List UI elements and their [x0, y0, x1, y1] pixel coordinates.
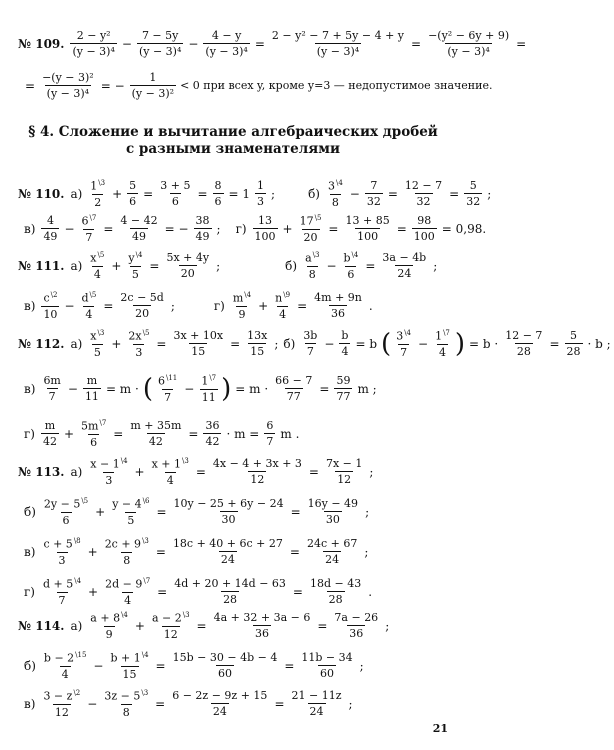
problem-112-row-3: г) $\frac{m}{42}$ + $\frac{5m^{\backslash 7}}{6}$ = $\frac{m + 35m}{42}$ = $\frac{36}{42}$ · m = $\frac{6}{7}$ m . [24, 419, 300, 449]
problem-111-row-2: в) $\frac{c^{\backslash 2}}{10}$ − $\frac{d^{\backslash 5}}{4}$ = $\frac{2c - 5d}{20}$ ; г) $\frac{m^{\backslash 4}}{9}$ + $\frac{n^{\backslash 9}}{4}$ = $\frac{4m + 9n}{36}$ . [24, 291, 373, 321]
fraction: $\frac{\text{2 − y² − 7 + 5y − 4 + y}}{\text{(y − 3)⁴}}$ [271, 29, 405, 58]
problem-111-row-1: № 111. а) $\frac{x^{\backslash 5}}{4}$ + $\frac{y^{\backslash 4}}{5}$ = $\frac{5x + 4y}{20}$ ; б) $\frac{a^{\backslash 3}}{8}$ − $\frac{b^{\backslash 4}}{6}$ = $\frac{3a - 4b}{24}$ ; [18, 251, 438, 281]
problem-114-row-3: в) $\frac{3 - z^{\backslash 2}}{12}$ − $\frac{3z - 5^{\backslash 3}}{8}$ = $\frac{6 - 2z - 9z + 15}{24}$ = $\frac{21 - 11z}{24}$ ; [24, 689, 353, 719]
section-heading-line-1: § 4. Сложение и вычитание алгебраических дробей [28, 124, 438, 140]
problem-110-row-2: в) $\frac{4}{49}$ − $\frac{6^{\backslash 7}}{7}$ = $\frac{4 - 42}{49}$ = − $\frac{38}{49}$ ; г) $\frac{13}{100}$ + $\frac{17^{\backslash 5}}{20}$ = $\frac{13 + 85}{100}$ = $\frac{98}{100}$ = 0,98. [24, 214, 487, 244]
problem-110-row-1: № 110. а) $\frac{1^{\backslash 3}}{2}$ + $\frac{5}{6}$ = $\frac{3 + 5}{6}$ = $\frac{8}{6}$ = 1 $\frac{1}{3}$ ; б) $\frac{3^{\backslash 4}}{8}$ − $\frac{7}{32}$ = $\frac{12 - 7}{32}$ = $\frac{5}{32}$ ; [18, 179, 492, 209]
problem-number: № 109. [18, 36, 65, 51]
problem-113-row-2: б) $\frac{2y - 5^{\backslash 5}}{6}$ + $\frac{y - 4^{\backslash 6}}{5}$ = $\frac{10y - 25 + 6y - 24}{30}$ = $\frac{16y - 49}{30}$ ; [24, 497, 370, 527]
problem-number: № 112. [18, 336, 65, 351]
problem-number: № 114. [18, 618, 65, 633]
problem-number: № 110. [18, 186, 65, 201]
fraction: $\frac{\text{−(y² − 6y + 9)}}{\text{(y − 3)⁴}}$ [428, 29, 510, 58]
right-paren: ) [221, 373, 232, 404]
section-heading [0, 124, 466, 158]
left-paren: ( [142, 373, 153, 404]
problem-number: № 111. [18, 258, 65, 273]
problem-113-row-3: в) $\frac{c + 5^{\backslash 8}}{3}$ + $\frac{2c + 9^{\backslash 3}}{8}$ = $\frac{18c + 40 + 6c + 27}{24}$ = $\frac{24c + 67}{24}$ ; [24, 537, 369, 567]
problem-112-row-1: № 112. а) $\frac{x^{\backslash 3}}{5}$ + $\frac{2x^{\backslash 5}}{3}$ = $\frac{3x + 10x}{15}$ = $\frac{13x}{15}$ ; б) $\frac{3b}{7}$ − $\frac{b}{4}$ = b ( $\frac{3^{\backslash 4}}{7}$ − $\frac{1^{\backslash 7}}{4}$ ) = b · $\frac{12 - 7}{28}$ = $\frac{5}{28}$ · b ; [18, 328, 611, 359]
problem-114-row-2: б) $\frac{b - 2^{\backslash 15}}{4}$ − $\frac{b + 1^{\backslash 4}}{15}$ = $\frac{15b - 30 - 4b - 4}{60}$ = $\frac{11b - 34}{60}$ ; [24, 651, 364, 681]
page-number: 21 [432, 722, 448, 735]
problem-113-row-1: № 113. а) $\frac{x - 1^{\backslash 4}}{3}$ + $\frac{x + 1^{\backslash 3}}{4}$ = $\frac{4x - 4 + 3x + 3}{12}$ = $\frac{7x - 1}{12}$ ; [18, 457, 374, 487]
problem-114-row-1: № 114. а) $\frac{a + 8^{\backslash 4}}{9}$ + $\frac{a - 2^{\backslash 3}}{12}$ = $\frac{4a + 32 + 3a - 6}{36}$ = $\frac{7a - 26}{36}$ ; [18, 611, 390, 641]
left-paren: ( [381, 328, 392, 359]
fraction: $\frac{1}{\text{(y − 3)²}}$ [131, 71, 175, 100]
right-paren: ) [454, 328, 466, 359]
fraction: $\frac{\text{−(y − 3)²}}{\text{(y − 3)⁴}}$ [42, 71, 94, 100]
problem-109-line-2: = $\frac{\text{−(y − 3)²}}{\text{(y − 3)⁴}}$ = − $\frac{1}{\text{(y − 3)²}}$ < 0 при всех y, кроме y=3 — недопустимое значение. [25, 71, 493, 100]
problem-109-line-1: № 109. $\frac{\text{2 − y²}}{\text{(y − 3)⁴}}$ − $\frac{7 - 5y}{\text{(y − 3)⁴}}$ − $\frac{4 - y}{\text{(y − 3)⁴}}$ = $\frac{\text{2 − y² − 7 + 5y − 4 + y}}{\text{(y − 3)⁴}}$ = $\frac{\text{−(y² − 6y + 9)}}{\text{(y − 3)⁴}}$ = [18, 29, 527, 58]
problem-112-row-2: в) $\frac{6m}{7}$ − $\frac{m}{11}$ = m · ( $\frac{6^{\backslash 11}}{7}$ − $\frac{1^{\backslash 7}}{11}$ ) = m · $\frac{66 - 7}{77}$ = $\frac{59}{77}$ m ; [24, 373, 377, 404]
fraction: $\frac{7 - 5y}{\text{(y − 3)⁴}}$ [138, 29, 182, 58]
problem-113-row-4: г) $\frac{d + 5^{\backslash 4}}{7}$ + $\frac{2d - 9^{\backslash 7}}{4}$ = $\frac{4d + 20 + 14d - 63}{28}$ = $\frac{18d - 43}{28}$ . [24, 577, 373, 607]
problem-number: № 113. [18, 464, 65, 479]
fraction: $\frac{4 - y}{\text{(y − 3)⁴}}$ [205, 29, 248, 58]
fraction: $\frac{\text{2 − y²}}{\text{(y − 3)⁴}}$ [72, 29, 115, 58]
section-heading-line-2: с разными знаменателями [126, 140, 340, 157]
